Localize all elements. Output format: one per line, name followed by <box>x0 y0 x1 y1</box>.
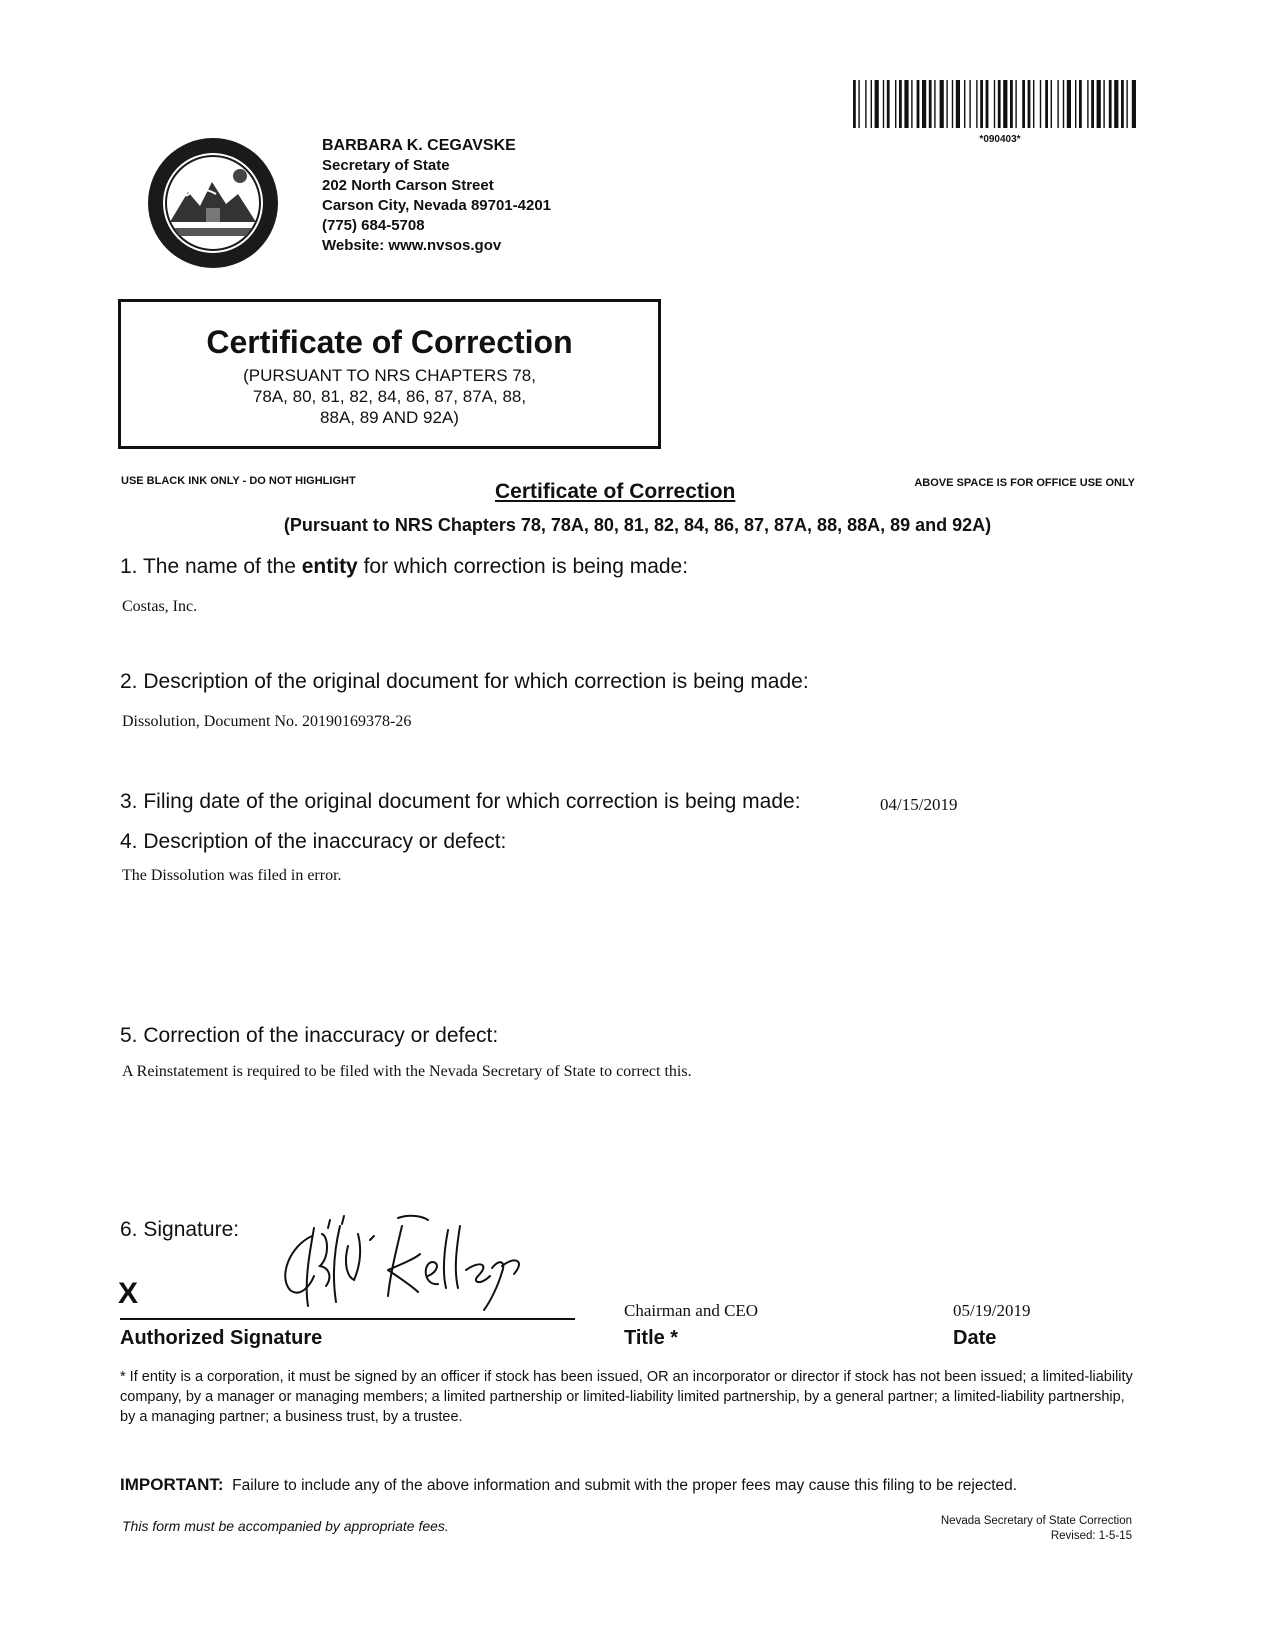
fees-note: This form must be accompanied by appropriate fees. <box>122 1518 449 1534</box>
question-3: 3. Filing date of the original document for which correction is being made: <box>120 790 801 813</box>
phone-number: (775) 684-5708 <box>322 217 425 234</box>
certificate-subtitle <box>121 365 658 428</box>
barcode-bar <box>1097 80 1101 128</box>
barcode-bar <box>895 80 896 128</box>
barcode <box>851 80 1136 128</box>
barcode-bar <box>1114 80 1118 128</box>
barcode-bar <box>1067 80 1071 128</box>
barcode-bar <box>1087 80 1088 128</box>
official-name: BARBARA K. CEGAVSKE <box>322 137 516 154</box>
barcode-bar <box>969 80 970 128</box>
barcode-bar <box>917 80 920 128</box>
barcode-bar <box>1003 80 1007 128</box>
barcode-bar <box>883 80 884 128</box>
question-1 <box>120 555 688 579</box>
barcode-bar <box>940 80 944 128</box>
secretary-of-state-block <box>322 136 551 256</box>
barcode-bar <box>911 80 912 128</box>
title-box <box>118 299 661 449</box>
signer-requirements-footnote: * If entity is a corporation, it must be signed by an officer if stock has been issued, OR an incorporator or director if stock has not been issued; a limited-liability company, by a manager or managing members; a limited partnership or limited-liability limited partnership, by a general partner; a limited-liability partnership, by a managing partner; a business trust, by a trustee. <box>120 1369 1133 1425</box>
street-address: 202 North Carson Street <box>322 177 494 194</box>
office-use-note: ABOVE SPACE IS FOR OFFICE USE ONLY <box>914 477 1135 489</box>
barcode-bar <box>1103 80 1104 128</box>
form-revision-name: Nevada Secretary of State Correction <box>940 1515 1132 1527</box>
question-1-emphasis: entity <box>301 555 358 578</box>
barcode-bar <box>871 80 872 128</box>
barcode-bar <box>1022 80 1025 128</box>
barcode-bar <box>1132 80 1136 128</box>
barcode-bar <box>952 80 953 128</box>
barcode-bar <box>964 80 965 128</box>
barcode-bar <box>934 80 935 128</box>
city-address: Carson City, Nevada 89701-4201 <box>322 197 552 214</box>
barcode-bar <box>899 80 902 128</box>
barcode-bar <box>1015 80 1016 128</box>
question-4: 4. Description of the inaccuracy or defect: <box>120 830 507 853</box>
answer-3-filing-date: 04/15/2019 <box>880 795 958 814</box>
subtitle-line-2: 78A, 80, 81, 82, 84, 86, 87, 87A, 88, <box>252 387 527 406</box>
barcode-bar <box>956 80 960 128</box>
question-1-prefix: 1. The name of the <box>120 555 302 578</box>
barcode-bar <box>1028 80 1031 128</box>
barcode-bar <box>1045 80 1048 128</box>
barcode-bar <box>1121 80 1124 128</box>
answer-5-correction: A Reinstatement is required to be filed with the Nevada Secretary of State to correct this. <box>122 1063 692 1080</box>
answer-2-document-description: Dissolution, Document No. 20190169378-26 <box>122 713 412 730</box>
barcode-bar <box>946 80 947 128</box>
form-revision-date: Revised: 1-5-15 <box>1050 1530 1132 1542</box>
barcode-bar <box>1075 80 1076 128</box>
barcode-bar <box>1063 80 1064 128</box>
barcode-bar <box>858 80 859 128</box>
title-label: Title * <box>624 1327 679 1349</box>
question-1-suffix: for which correction is being made: <box>357 555 689 578</box>
authorized-signature-label: Authorized Signature <box>120 1327 323 1349</box>
barcode-bar <box>922 80 926 128</box>
barcode-bar <box>1057 80 1058 128</box>
subtitle-line-1: (PURSUANT TO NRS CHAPTERS 78, <box>243 366 536 385</box>
barcode-bar <box>976 80 977 128</box>
barcode-bar <box>904 80 908 128</box>
official-title: Secretary of State <box>322 157 450 174</box>
barcode-bar <box>994 80 995 128</box>
barcode-bar <box>1091 80 1094 128</box>
important-notice <box>120 1475 1017 1495</box>
nevada-state-seal <box>146 136 280 270</box>
handwritten-signature <box>270 1206 560 1316</box>
subtitle-line-3: 88A, 89 AND 92A) <box>320 408 459 427</box>
barcode-bar <box>1109 80 1112 128</box>
signature-line <box>120 1318 575 1320</box>
barcode-bar <box>980 80 983 128</box>
barcode-bar <box>1033 80 1034 128</box>
certificate-title: Certificate of Correction <box>206 324 573 360</box>
website: Website: www.nvsos.gov <box>322 237 502 254</box>
barcode-number: *090403* <box>979 134 1021 145</box>
signature-label: 6. Signature: <box>120 1218 240 1241</box>
important-text: Failure to include any of the above information and submit with the proper fees may cause this filing to be rejected. <box>223 1477 1018 1494</box>
answer-1-entity-name: Costas, Inc. <box>122 598 198 615</box>
barcode-bar <box>998 80 1001 128</box>
signature-x-mark: X <box>118 1277 139 1310</box>
barcode-bar <box>1051 80 1052 128</box>
barcode-bar <box>887 80 890 128</box>
barcode-bar <box>1010 80 1013 128</box>
signature-date-value: 05/19/2019 <box>953 1301 1031 1320</box>
form-subtitle: (Pursuant to NRS Chapters 78, 78A, 80, 81, 82, 84, 86, 87, 87A, 88, 88A, 89 and 92A) <box>283 515 992 535</box>
barcode-bar <box>1126 80 1127 128</box>
form-title: Certificate of Correction <box>495 480 736 503</box>
question-2: 2. Description of the original document for which correction is being made: <box>120 670 809 693</box>
ink-instruction: USE BLACK INK ONLY - DO NOT HIGHLIGHT <box>121 475 356 487</box>
barcode-bar <box>853 80 856 128</box>
barcode-bar <box>929 80 932 128</box>
barcode-bar <box>875 80 879 128</box>
form-revision <box>941 1514 1132 1544</box>
answer-4-inaccuracy: The Dissolution was filed in error. <box>122 867 342 884</box>
barcode-bar <box>865 80 866 128</box>
important-label: IMPORTANT: <box>120 1475 224 1494</box>
barcode-bar <box>986 80 989 128</box>
question-5: 5. Correction of the inaccuracy or defect: <box>120 1024 499 1047</box>
date-label: Date <box>953 1327 997 1349</box>
barcode-bar <box>1079 80 1082 128</box>
signer-title-value: Chairman and CEO <box>624 1301 759 1320</box>
barcode-bar <box>1040 80 1041 128</box>
